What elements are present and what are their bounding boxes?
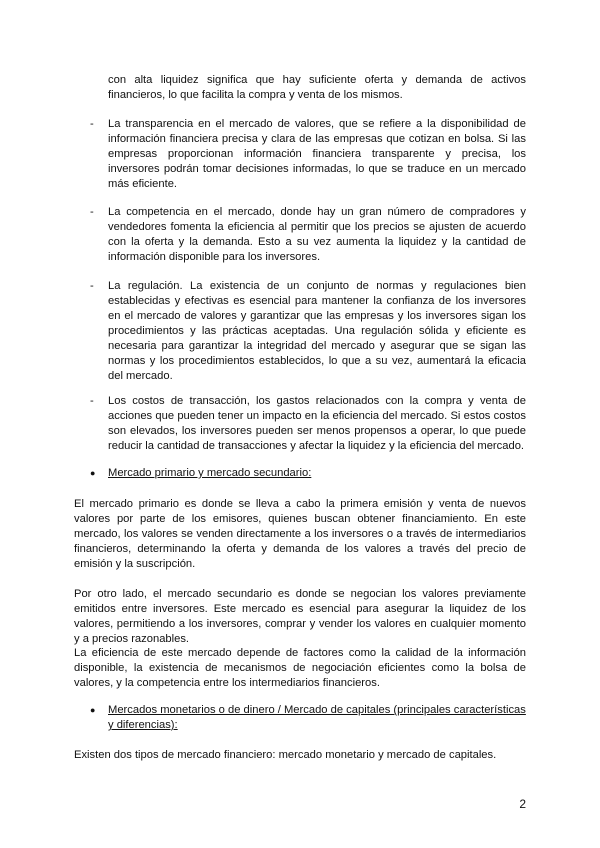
paragraph-mercado-primario: El mercado primario es donde se lleva a cabo la primera emisión y venta de nuevos valores por parte de los emisores, quienes buscan obtener financiamiento. En este mercado, los valores se venden directamente a los inversores o a través de intermediarios financieros, determinando la oferta y demanda de los valores a través del precio de emisión y la suscripción. — [74, 498, 526, 570]
list-item-text: La regulación. La existencia de un conjunto de normas y regulaciones bien establecidas y efectivas es esencial para mantener la confianza de los inversores en el mercado de valores y garantizar que las empresas y los inversores sigan los procedimientos y las prácticas aceptadas. Una regulación sólida y eficiente es necesaria para garantizar la integridad del mercado y asegurar que se sigan las normas y los procedimientos establecidos, lo que a su vez, aumentará la eficacia del mercado. — [108, 280, 526, 382]
section-heading-mercado-primario — [90, 466, 526, 481]
bullet-marker: ● — [90, 468, 96, 478]
section-heading-text: Mercados monetarios o de dinero / Mercado de capitales (principales características y diferencias): — [108, 704, 526, 731]
list-item-transparencia — [90, 117, 526, 192]
continuation-text: con alta liquidez significa que hay suficiente oferta y demanda de activos financieros, lo que facilita la compra y venta de los mismos. — [108, 74, 526, 101]
paragraph-tipos-mercado: Existen dos tipos de mercado financiero: mercado monetario y mercado de capitales. — [74, 749, 497, 761]
list-item-competencia — [90, 205, 526, 265]
section-heading-text: Mercado primario y mercado secundario: — [108, 467, 312, 479]
dash-marker: - — [90, 280, 94, 292]
list-item-text: La competencia en el mercado, donde hay un gran número de compradores y vendedores fomenta la eficiencia al permitir que los precios se ajusten de acuerdo con la oferta y la demanda. Esto a su vez aumenta la liquidez y la cantidad de información disponible para los inversores. — [108, 206, 526, 263]
list-item-costos — [90, 394, 526, 454]
paragraph-mercado-secundario: Por otro lado, el mercado secundario es donde se negocian los valores previamente emitidos entre inversores. Este mercado es esencial para asegurar la liquidez de los valores, permitiendo a los inversores, comprar y vender los valores en cualquier momento y a precios razonables. — [74, 588, 526, 645]
dash-marker: - — [90, 118, 94, 130]
section-heading-mercados-monetarios — [90, 703, 526, 733]
list-item-regulacion — [90, 279, 526, 384]
dash-marker: - — [90, 395, 94, 407]
bullet-marker: ● — [90, 705, 96, 715]
list-item-text: Los costos de transacción, los gastos relacionados con la compra y venta de acciones que pueden tener un impacto en la eficiencia del mercado. Si estos costos son elevados, los inversores pueden ser menos propensos a operar, lo que puede reducir la cantidad de transacciones y afectar la liquidez y la eficiencia del mercado. — [108, 395, 526, 452]
dash-marker: - — [90, 206, 94, 218]
page-number: 2 — [519, 797, 526, 811]
list-item-text: La transparencia en el mercado de valores, que se refiere a la disponibilidad de información financiera precisa y clara de las empresas que cotizan en bolsa. Si las empresas proporcionan información financiera transparente y precisa, los inversores podrán tomar decisiones informadas, lo que se traduce en un mercado más eficiente. — [108, 118, 526, 190]
paragraph-eficiencia: La eficiencia de este mercado depende de factores como la calidad de la información disponible, la existencia de mecanismos de negociación eficientes como la bolsa de valores, y la competencia entre los intermediarios financieros. — [74, 647, 526, 689]
